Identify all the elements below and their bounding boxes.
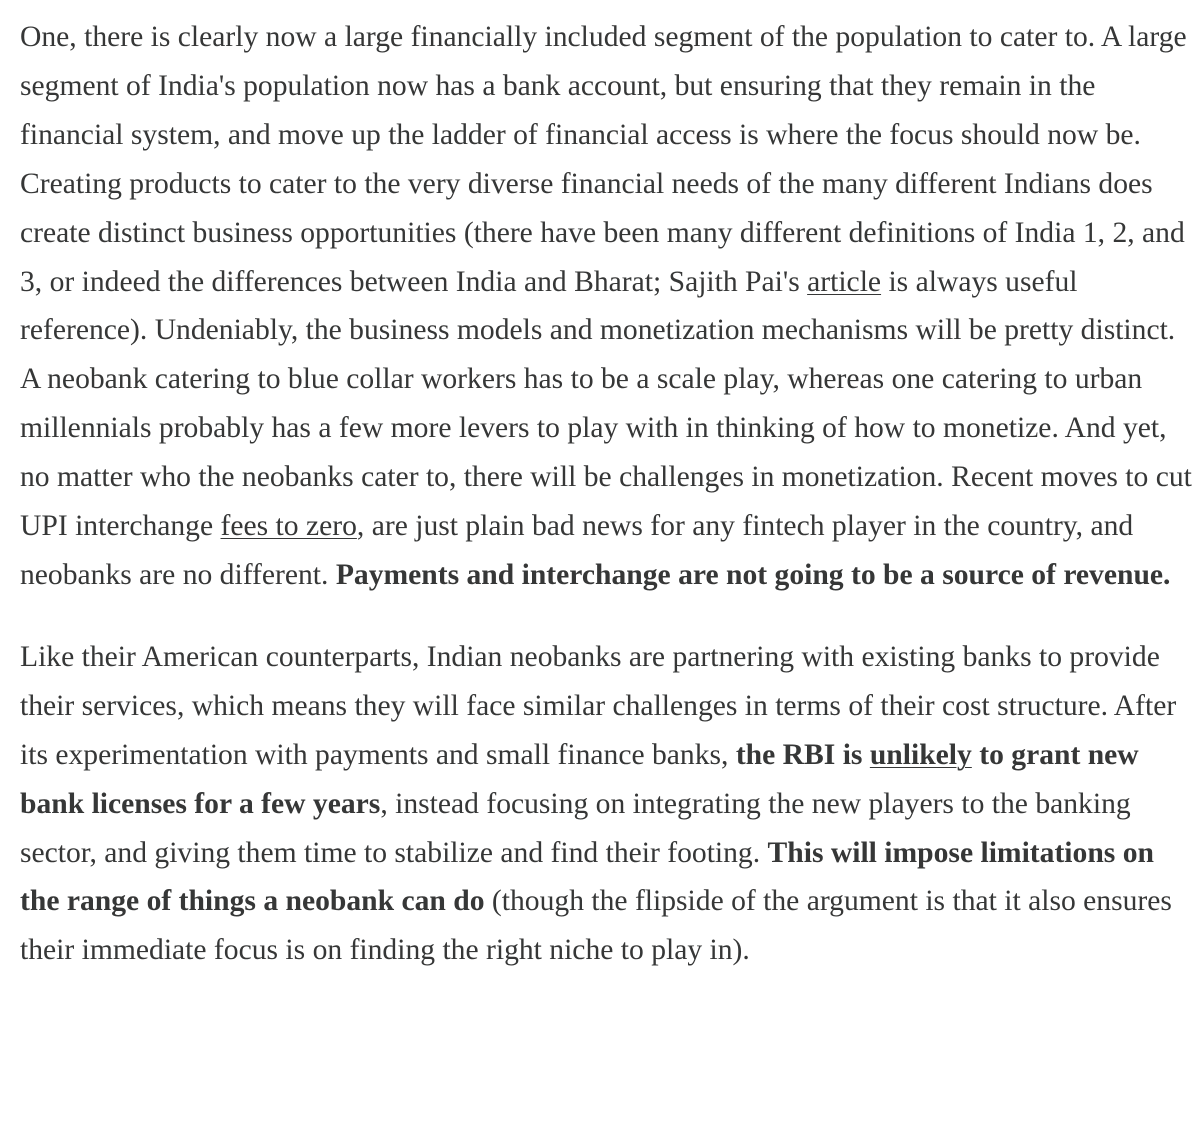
paragraph-1-text-c: , are just plain bad news for any fintech player in the country, and neobanks are no different. bbox=[20, 510, 1134, 591]
paragraph-2-text-b: , instead focusing on integrating the new players to the banking sector, and giving them time to stabilize and find their footing. bbox=[20, 787, 1131, 869]
rbi-bold-text-b: to grant new bank licenses for a few years bbox=[20, 738, 1139, 820]
unlikely-link[interactable]: unlikely bbox=[869, 738, 972, 771]
paragraph-1-text-a: One, there is clearly now a large financially included segment of the population to cater to. A large segment of India's population now has a bank account, but ensuring that they remain in the financial system, and move up the ladder of financial access is where the focus should now be. Creating products to cater to the very diverse financial needs of the many different Indians does create distinct business opportunities (there have been many different definitions of India 1, 2, and 3, or indeed the differences between India and Bharat; Sajith Pai's bbox=[20, 21, 1187, 298]
article-link[interactable]: article bbox=[807, 265, 882, 298]
rbi-bold-text-a: the RBI is bbox=[735, 738, 870, 771]
payments-bold-statement: Payments and interchange are not going to be a source of revenue. bbox=[335, 558, 1171, 591]
fees-to-zero-link[interactable]: fees to zero bbox=[220, 510, 357, 543]
paragraph-1 bbox=[20, 13, 1200, 600]
paragraph-2-text-c: (though the flipside of the argument is that it also ensures their immediate focus is on finding the right niche to play in). bbox=[20, 885, 1172, 967]
limitations-bold-statement: This will impose limitations on the range of things a neobank can do bbox=[20, 836, 1154, 918]
paragraph-2-text-a: Like their American counterparts, Indian neobanks are partnering with existing banks to provide their services, which means they will face similar challenges in terms of their cost structure. After its experimentation with payments and small finance banks, bbox=[20, 640, 1177, 771]
paragraph-1-text-b: is always useful reference). Undeniably, the business models and monetization mechanisms will be pretty distinct. A neobank catering to blue collar workers has to be a scale play, whereas one catering to urban millennials probably has a few more levers to play with in thinking of how to monetize. And yet, no matter who the neobanks cater to, there will be challenges in monetization. Recent moves to cut UPI interchange bbox=[20, 265, 1192, 543]
paragraph-2 bbox=[20, 633, 1200, 975]
